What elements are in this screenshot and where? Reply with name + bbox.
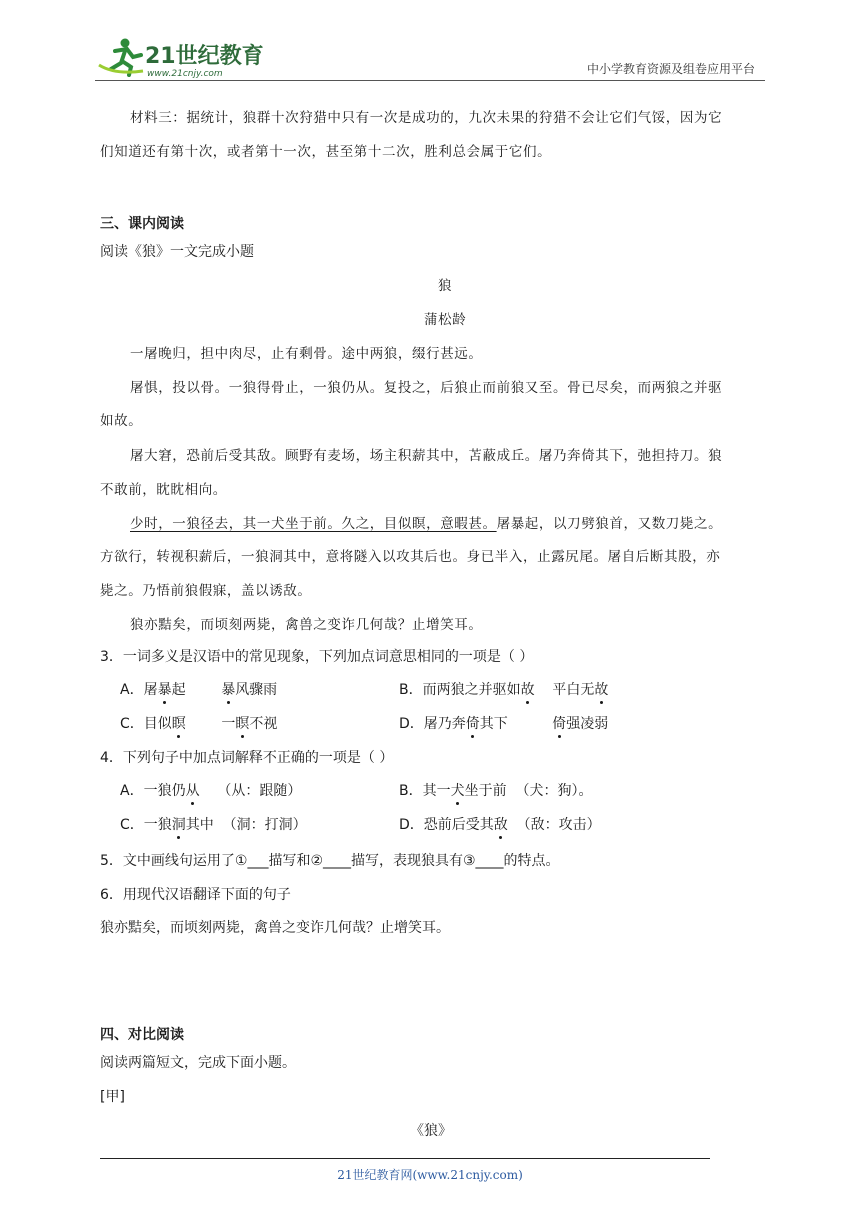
q3-stem: 3．一词多义是汉语中的常见现象，下列加点词意思相同的一项是（ ） [100, 649, 534, 665]
passage-p4a-rest: 屠暴起，以刀劈狼首，又数刀毙之。 [496, 516, 723, 532]
passage-p4c: 毙之。乃悟前狼假寐，盖以诱敌。 [100, 583, 312, 599]
section4-title: 《狼》 [410, 1123, 452, 1139]
passage-title: 狼 [438, 278, 453, 294]
q6-stem: 6．用现代汉语翻译下面的句子 [100, 887, 291, 903]
site-logo [95, 35, 265, 80]
passage-p1: 一屠晚归，担中肉尽，止有剩骨。途中两狼，缀行甚远。 [130, 346, 483, 362]
passage-p4a [130, 512, 722, 532]
section4-intro: 阅读两篇短文，完成下面小题。 [100, 1055, 296, 1071]
logo-text: 21世纪教育 [145, 44, 264, 69]
passage-p4b: 方欲行，转视积薪后，一狼洞其中，意将隧入以攻其后也。身已半入，止露尻尾。屠自后断其股，亦 [100, 549, 721, 565]
q4-option-b: B．其一犬坐于前 （犬：狗）。 [399, 780, 593, 800]
material3-line2: 们知道还有第十次，或者第十一次，甚至第十二次，胜利总会属于它们。 [100, 144, 552, 160]
q4-option-c: C．一狼洞其中 （洞：打洞） [120, 814, 307, 834]
section3-intro: 阅读《狼》一文完成小题 [100, 244, 254, 260]
q6-sentence: 狼亦黠矣，而顷刻两毙，禽兽之变诈几何哉？止增笑耳。 [100, 920, 450, 936]
underlined-sentence: 少时，一狼径去，其一犬坐于前。久之，目似瞑，意暇甚。 [130, 516, 497, 532]
q5-stem: 5．文中画线句运用了①___描写和②____描写，表现狼具有③____的特点。 [100, 853, 560, 869]
passage-p5: 狼亦黠矣，而顷刻两毙，禽兽之变诈几何哉？止增笑耳。 [130, 617, 483, 633]
logo-subtext: www.21cnjy.com [147, 69, 223, 79]
q4-option-a: A．一狼仍从 （从：跟随） [120, 780, 301, 800]
q4-option-d: D．恐前后受其敌 （敌：攻击） [399, 814, 601, 834]
passage-p2b: 如故。 [100, 413, 143, 429]
passage-p3b: 不敢前，眈眈相向。 [100, 482, 227, 498]
material3-line1: 材料三：据统计，狼群十次狩猎中只有一次是成功的，九次未果的狩猎不会让它们气馁，因为它 [130, 110, 723, 126]
footer-link[interactable]: 21世纪教育网(www.21cnjy.com) [337, 1168, 523, 1182]
runner-icon [99, 39, 143, 76]
passage-p3a: 屠大窘，恐前后受其敌。顾野有麦场，场主积薪其中，苫蔽成丘。屠乃奔倚其下，弛担持刀。狼 [130, 448, 723, 464]
header-divider [95, 80, 765, 81]
passage-author: 蒲松龄 [424, 312, 467, 328]
passage-p2a: 屠惧，投以骨。一狼得骨止，一狼仍从。复投之，后狼止而前狼又至。骨已尽矣，而两狼之并驱 [130, 380, 723, 396]
section4-jia: [甲] [100, 1089, 125, 1105]
q4-stem: 4．下列句子中加点词解释不正确的一项是（ ） [100, 750, 394, 766]
section4-heading: 四、对比阅读 [100, 1027, 184, 1043]
q3-option-b: B．而两狼之并驱如故 平白无故 [399, 679, 608, 699]
header-platform-text: 中小学教育资源及组卷应用平台 [586, 62, 755, 76]
footer-divider [100, 1158, 710, 1159]
q3-option-a: A．屠暴起 暴风骤雨 [120, 679, 277, 699]
q3-option-c: C．目似瞑 一瞑不视 [120, 713, 277, 733]
q3-option-d: D．屠乃奔倚其下 倚强凌弱 [399, 713, 608, 733]
section3-heading: 三、课内阅读 [100, 216, 184, 232]
